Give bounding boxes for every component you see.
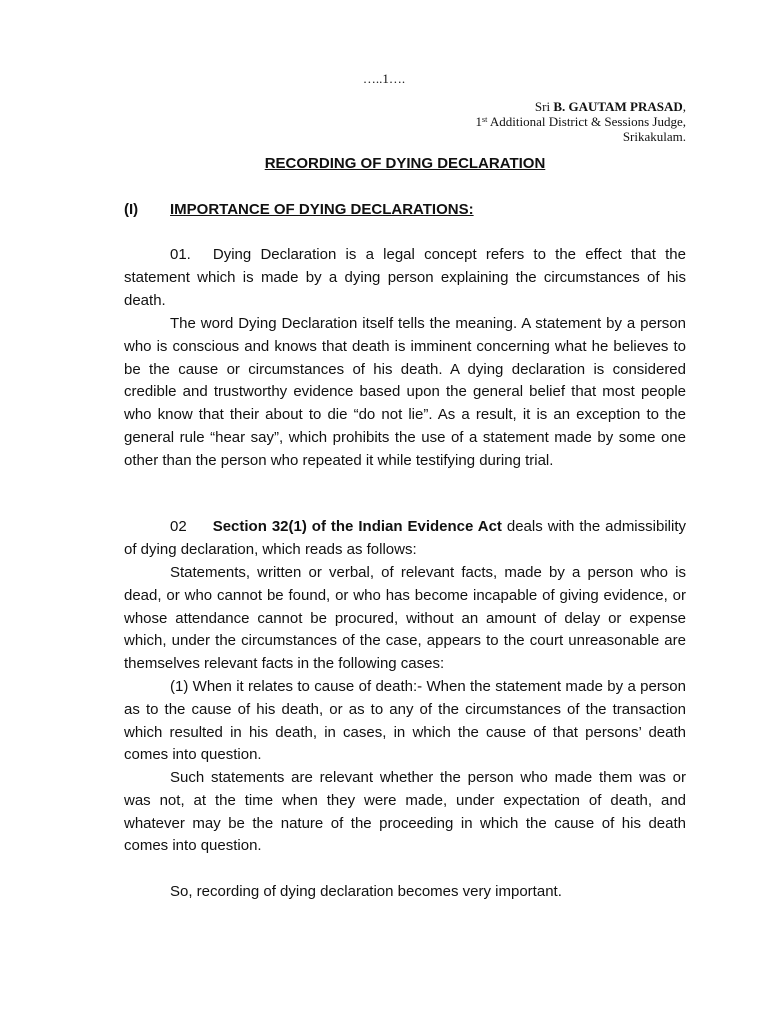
paragraph-relevance: Such statements are relevant whether the person who made them was or was not, at the time when they were made, under expectation of death, and whatever may be the nature of the proceeding in which the cause of his death comes into question.	[124, 769, 686, 855]
section-heading	[124, 201, 474, 218]
document-title: RECORDING OF DYING DECLARATION	[264, 155, 546, 172]
designation: Additional District & Sessions Judge,	[487, 114, 686, 129]
author-block	[476, 99, 686, 144]
paragraph-cause-of-death: (1) When it relates to cause of death:- When the statement made by a person as to the cause of his death, or as to any of the circumstances of the transaction which resulted in his death, in cases, in which the cause of that persons’ death comes into question.	[124, 678, 686, 764]
paragraph-01	[124, 244, 686, 312]
paragraph-01-text: Dying Declaration is a legal concept refers to the effect that the statement which is made by a dying person explaining the circumstances of his death.	[124, 246, 686, 309]
author-prefix: Sri	[534, 99, 554, 114]
page-number: …..1….	[362, 71, 406, 86]
paragraph-02-text: deals with the admissibility of dying declaration, which reads as follows:	[124, 518, 686, 558]
place: Srikakulam.	[622, 129, 686, 144]
paragraph-statements: Statements, written or verbal, of relevant facts, made by a person who is dead, or who cannot be found, or who has become incapable of giving evidence, or whose attendance cannot be procured, without an amount of delay or expense which, under the circumstances of the case, appears to the court unreasonable are themselves relevant facts in the following cases:	[124, 564, 686, 673]
paragraph-01-number: 01.	[170, 246, 191, 263]
paragraph-02-number: 02	[170, 518, 187, 535]
paragraph-conclusion: So, recording of dying declaration becomes very important.	[170, 883, 562, 900]
section-number: (I)	[124, 201, 139, 218]
author-name: B. GAUTAM PRASAD	[553, 99, 683, 114]
statute-reference: Section 32(1) of the Indian Evidence Act	[212, 518, 502, 535]
paragraph-01b: The word Dying Declaration itself tells the meaning. A statement by a person who is conscious and knows that death is imminent concerning what he believes to be the cause or circumstances of his death. A dying declaration is considered credible and trustworthy evidence based upon the general belief that most people who know that their about to die “do not lie”. As a result, it is an exception to the general rule “hear say”, which prohibits the use of a statement made by some one other than the person who repeated it while testifying during trial.	[124, 315, 686, 469]
author-suffix: ,	[682, 99, 686, 114]
author-line	[476, 99, 686, 114]
designation-line	[476, 114, 686, 129]
ordinal-number: 1	[475, 114, 483, 129]
paragraph-02	[124, 516, 686, 562]
ordinal-superscript: st	[482, 115, 488, 124]
section-heading-text: IMPORTANCE OF DYING DECLARATIONS:	[170, 201, 474, 218]
